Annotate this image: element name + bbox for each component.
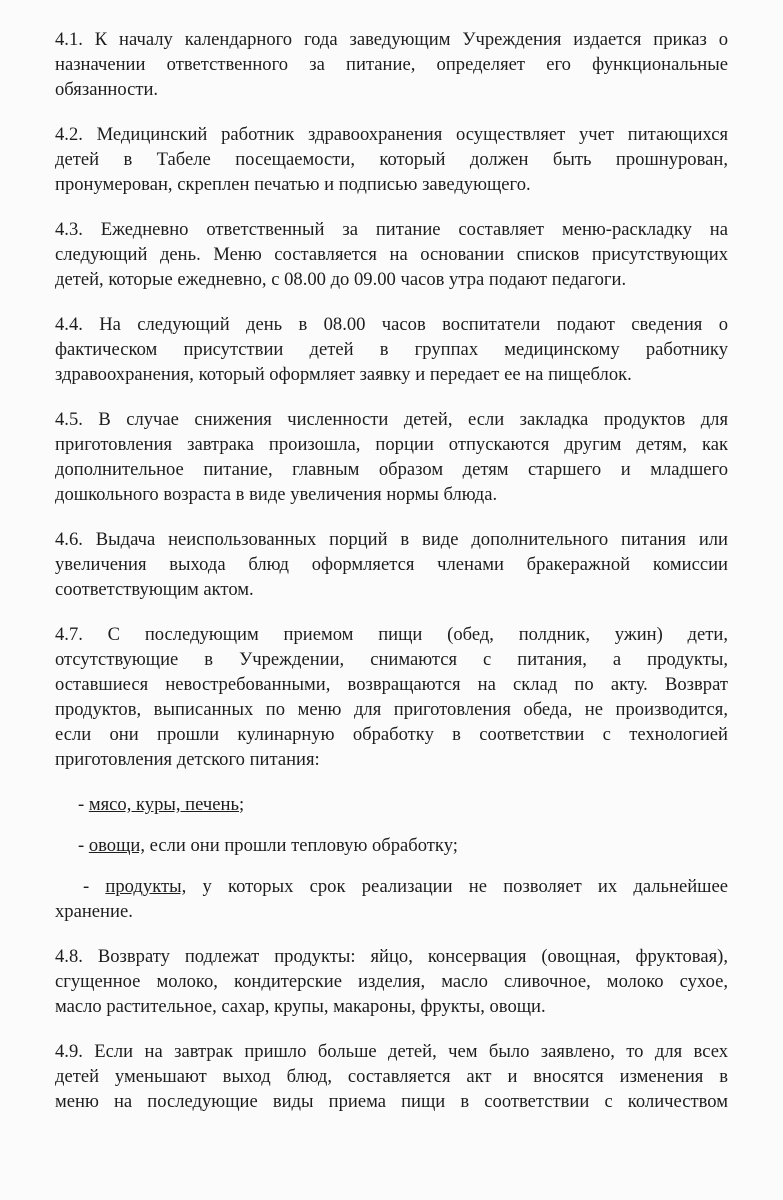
text-line: если они прошли кулинарную обработку в соответствии с технологией — [55, 724, 728, 745]
text-line: 4.7. С последующим приемом пищи (обед, полдник, ужин) дети, — [55, 624, 728, 645]
underlined-text: продукты, — [105, 876, 187, 897]
paragraph — [55, 217, 728, 292]
item-text: у которых срок реализации не позволяет их дальнейшее — [186, 876, 729, 897]
text-line: дошкольного возраста в виде увеличения нормы блюда. — [55, 484, 498, 505]
underlined-text: мясо, куры, печень — [88, 794, 239, 815]
text-line: приготовления детского питания: — [55, 749, 320, 770]
text-line: детей уменьшают выход блюд, составляется акт и вносятся изменения в — [55, 1066, 728, 1087]
paragraph — [55, 1039, 728, 1114]
text-line: оставшиеся невостребованными, возвращаются на склад по акту. Возврат — [55, 674, 728, 695]
text-line: дополнительное питание, главным образом детям старшего и младшего — [55, 459, 728, 480]
text-line: приготовления завтрака произошла, порции отпускаются другим детям, как — [55, 434, 728, 455]
paragraph — [55, 27, 728, 102]
list-item-meat — [55, 792, 728, 817]
food-list — [55, 792, 728, 924]
list-item-continuation: хранение. — [55, 901, 133, 922]
text-line: детей, которые ежедневно, с 08.00 до 09.00 часов утра подают педагоги. — [55, 269, 627, 290]
text-line: соответствующим актом. — [55, 579, 254, 600]
text-line: 4.5. В случае снижения численности детей, если закладка продуктов для — [55, 409, 728, 430]
underlined-text: овощи, — [88, 835, 146, 856]
text-line: 4.8. Возврату подлежат продукты: яйцо, консервация (овощная, фруктовая), — [55, 946, 728, 967]
text-line: назначении ответственного за питание, определяет его функциональные — [55, 54, 728, 75]
item-text: ; — [238, 794, 245, 815]
paragraphs-section-after — [55, 944, 728, 1114]
text-line: 4.2. Медицинский работник здравоохранения осуществляет учет питающихся — [55, 124, 728, 145]
text-line: обязанности. — [55, 79, 159, 100]
text-line: 4.4. На следующий день в 08.00 часов воспитатели подают сведения о — [55, 314, 728, 335]
text-line: детей в Табеле посещаемости, который должен быть прошнурован, — [55, 149, 728, 170]
paragraph — [55, 527, 728, 602]
text-line: сгущенное молоко, кондитерские изделия, масло сливочное, молоко сухое, — [55, 971, 728, 992]
text-line: следующий день. Меню составляется на основании списков присутствующих — [55, 244, 728, 265]
text-line: меню на последующие виды приема пищи в соответствии с количеством — [55, 1091, 728, 1112]
dash: - — [78, 794, 89, 815]
text-line: фактическом присутствии детей в группах медицинскому работнику — [55, 339, 728, 360]
text-line: увеличения выхода блюд оформляется членами бракеражной комиссии — [55, 554, 728, 575]
paragraph — [55, 622, 728, 772]
text-line: здравоохранения, который оформляет заявку и передает ее на пищеблок. — [55, 364, 632, 385]
text-line: 4.9. Если на завтрак пришло больше детей, чем было заявлено, то для всех — [55, 1041, 728, 1062]
text-line: 4.3. Ежедневно ответственный за питание составляет меню-раскладку на — [55, 219, 728, 240]
text-line: 4.6. Выдача неиспользованных порций в виде дополнительного питания или — [55, 529, 728, 550]
text-line: пронумерован, скреплен печатью и подписью заведующего. — [55, 174, 531, 195]
paragraphs-section — [55, 27, 728, 772]
item-text: если они прошли тепловую обработку; — [145, 835, 458, 856]
text-line: масло растительное, сахар, крупы, макароны, фрукты, овощи. — [55, 996, 546, 1017]
list-item-products — [55, 874, 728, 899]
text-line: продуктов, выписанных по меню для приготовления обеда, не производится, — [55, 699, 728, 720]
document-page — [55, 27, 728, 1134]
text-line: отсутствующие в Учреждении, снимаются с питания, а продукты, — [55, 649, 728, 670]
paragraph — [55, 122, 728, 197]
paragraph — [55, 407, 728, 507]
list-item-vegetables — [55, 833, 728, 858]
dash: - — [78, 835, 89, 856]
paragraph — [55, 312, 728, 387]
paragraph — [55, 944, 728, 1019]
dash: - — [83, 876, 106, 897]
text-line: 4.1. К началу календарного года заведующим Учреждения издается приказ о — [55, 29, 728, 50]
